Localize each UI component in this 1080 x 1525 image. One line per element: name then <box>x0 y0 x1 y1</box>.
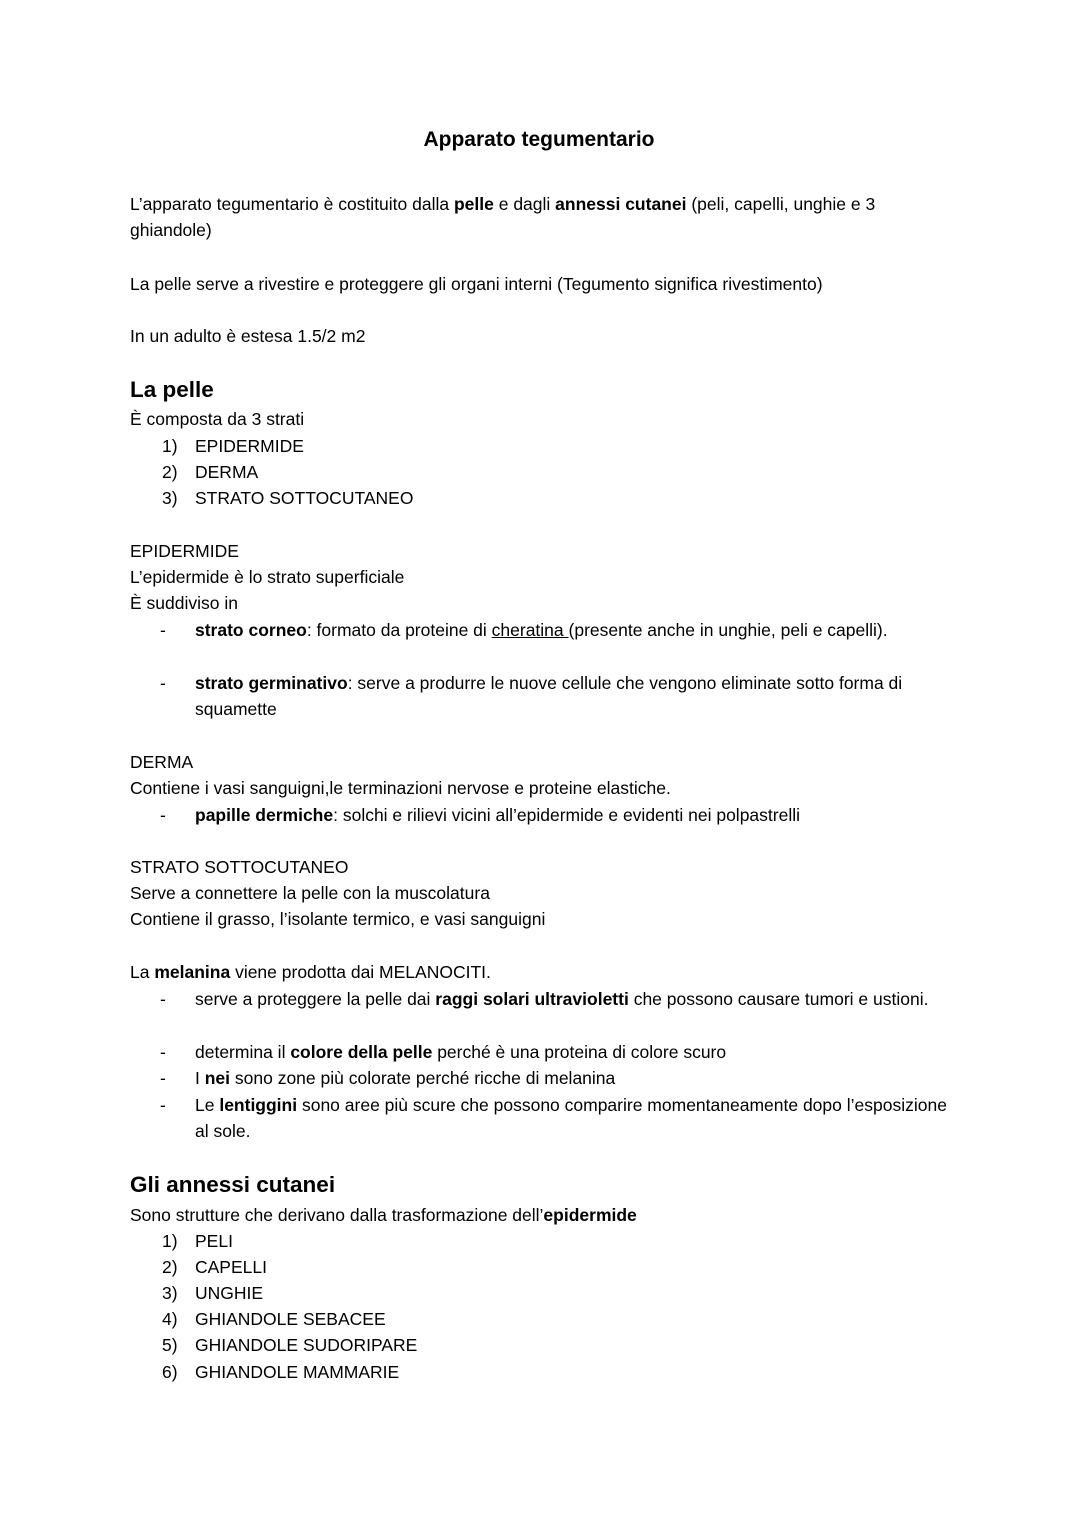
section-heading-pelle: La pelle <box>130 377 214 402</box>
bullet-dash: - <box>160 1042 166 1062</box>
list-number: 2) <box>162 1257 178 1277</box>
sottocutaneo-label: STRATO SOTTOCUTANEO <box>130 857 349 877</box>
text: che possono causare tumori e ustioni. <box>628 989 929 1009</box>
underlined-term: cheratina <box>491 620 569 640</box>
text: I <box>195 1068 205 1088</box>
epidermide-line: L’epidermide è lo strato superficiale <box>130 567 405 587</box>
pelle-subtitle: È composta da 3 strati <box>130 409 305 429</box>
sottocutaneo-line: Serve a connettere la pelle con la muscolatura <box>130 883 490 903</box>
list-text: GHIANDOLE SEBACEE <box>195 1309 386 1329</box>
bold-term: lentiggini <box>219 1095 298 1115</box>
list-text: GHIANDOLE SUDORIPARE <box>195 1335 418 1355</box>
text: sono aree più scure che possono comparire momentaneamente dopo l’esposizione al sole. <box>195 1095 947 1141</box>
bold-term: strato corneo <box>195 620 307 640</box>
list-number: 5) <box>162 1335 178 1355</box>
epidermide-line: È suddiviso in <box>130 593 238 613</box>
list-text: DERMA <box>195 462 259 482</box>
intro-paragraph-2: La pelle serve a rivestire e proteggere gli organi interni (Tegumento significa rivestimento) <box>130 274 823 294</box>
bullet-text <box>195 1039 726 1065</box>
text: L’apparato tegumentario è costituito dalla <box>130 194 454 214</box>
bullet-dash: - <box>160 1095 166 1115</box>
text: : serve a produrre le nuove cellule che vengono eliminate sotto forma di squamette <box>195 673 903 719</box>
text: La <box>130 962 155 982</box>
melanina-line <box>130 959 491 985</box>
bullet-dash: - <box>160 989 166 1009</box>
bold-term: strato germinativo <box>195 673 348 693</box>
list-number: 1) <box>162 436 178 456</box>
text: : solchi e rilievi vicini all’epidermide e evidenti nei polpastrelli <box>333 805 800 825</box>
text: determina il <box>195 1042 291 1062</box>
list-text: GHIANDOLE MAMMARIE <box>195 1362 400 1382</box>
list-text: PELI <box>195 1231 233 1251</box>
page-title: Apparato tegumentario <box>423 128 655 151</box>
derma-label: DERMA <box>130 752 194 772</box>
bold-term: raggi solari ultravioletti <box>435 989 629 1009</box>
list-number: 3) <box>162 1283 178 1303</box>
sottocutaneo-line: Contiene il grasso, l’isolante termico, e vasi sanguigni <box>130 909 546 929</box>
list-number: 1) <box>162 1231 178 1251</box>
list-number: 2) <box>162 462 178 482</box>
text: (peli, capelli, unghie e 3 ghiandole) <box>130 194 876 240</box>
text: Sono strutture che derivano dalla trasformazione dell’ <box>130 1205 544 1225</box>
intro-paragraph <box>130 191 950 243</box>
bullet-text <box>195 802 800 828</box>
list-text: STRATO SOTTOCUTANEO <box>195 488 414 508</box>
section-heading-annessi: Gli annessi cutanei <box>130 1172 336 1197</box>
bullet-dash: - <box>160 620 166 640</box>
list-number: 4) <box>162 1309 178 1329</box>
bold-term: nei <box>204 1068 231 1088</box>
text: viene prodotta dai MELANOCITI. <box>230 962 491 982</box>
bullet-dash: - <box>160 673 166 693</box>
derma-line: Contiene i vasi sanguigni,le terminazioni nervose e proteine elastiche. <box>130 778 671 798</box>
bullet-text <box>195 670 950 722</box>
bold-term: pelle <box>453 194 494 214</box>
bold-term: melanina <box>154 962 231 982</box>
bullet-text <box>195 617 950 643</box>
bullet-text <box>195 1065 615 1091</box>
annessi-subtitle <box>130 1202 637 1228</box>
bullet-text <box>195 1092 950 1144</box>
bold-term: epidermide <box>543 1205 637 1225</box>
text: Le <box>195 1095 220 1115</box>
epidermide-label: EPIDERMIDE <box>130 541 239 561</box>
text: (presente anche in unghie, peli e capelli). <box>568 620 888 640</box>
text: e dagli <box>493 194 556 214</box>
text: serve a proteggere la pelle dai <box>195 989 436 1009</box>
text: sono zone più colorate perché ricche di melanina <box>230 1068 616 1088</box>
bold-term: papille dermiche <box>195 805 334 825</box>
text: : formato da proteine di <box>306 620 492 640</box>
list-text: UNGHIE <box>195 1283 264 1303</box>
bold-term: annessi cutanei <box>555 194 687 214</box>
list-number: 3) <box>162 488 178 508</box>
bullet-dash: - <box>160 1068 166 1088</box>
bullet-text <box>195 986 950 1012</box>
list-number: 6) <box>162 1362 178 1382</box>
list-text: CAPELLI <box>195 1257 267 1277</box>
list-text: EPIDERMIDE <box>195 436 304 456</box>
intro-paragraph-3: In un adulto è estesa 1.5/2 m2 <box>130 326 366 346</box>
bold-term: colore della pelle <box>290 1042 433 1062</box>
text: perché è una proteina di colore scuro <box>432 1042 727 1062</box>
bullet-dash: - <box>160 805 166 825</box>
